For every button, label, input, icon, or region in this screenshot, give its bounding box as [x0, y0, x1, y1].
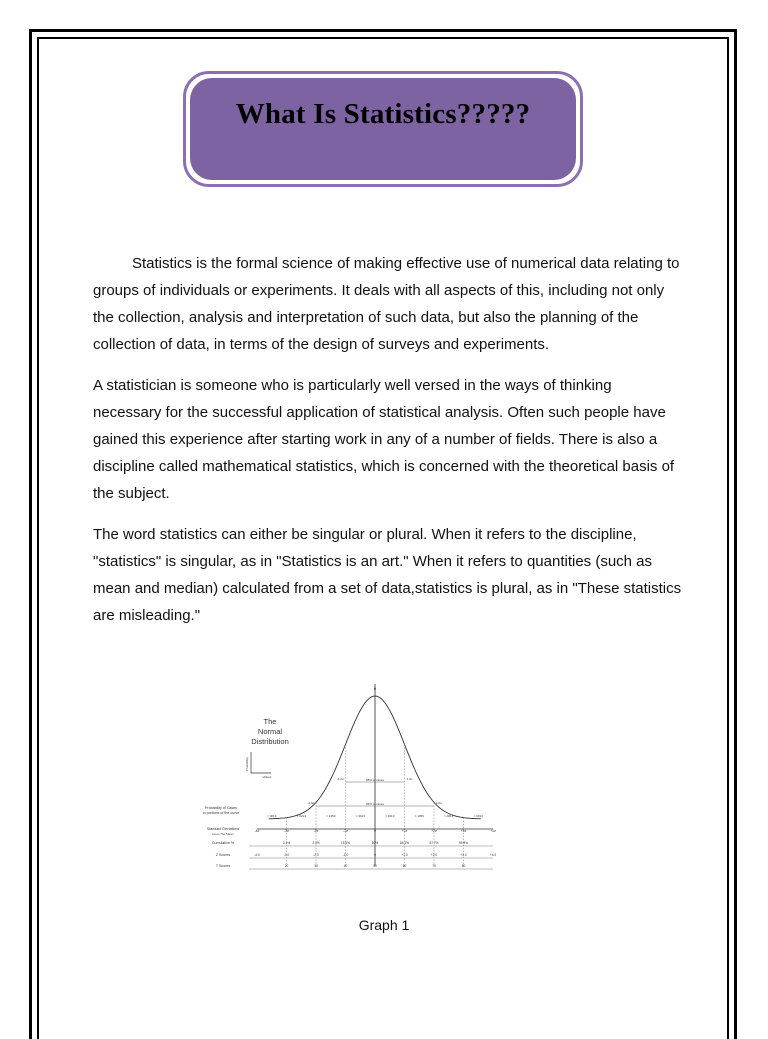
- portion-label: =.3413: [385, 814, 395, 818]
- band-tick-label: -1.0σ: [336, 777, 345, 781]
- portion-label: <.0013: [267, 814, 277, 818]
- portion-label: =.0214: [296, 814, 306, 818]
- z-score-label: -2.0: [313, 853, 319, 857]
- sd-tick-label: 0: [374, 829, 376, 833]
- cumulative-label: 99.9%: [458, 841, 469, 845]
- sd-tick-label: +3σ: [460, 829, 467, 833]
- z-score-label: 0: [374, 853, 376, 857]
- sd-tick-label: -2σ: [313, 829, 319, 833]
- band-tick-label: 2.0σ: [435, 801, 443, 805]
- sd-tick-label: -3σ: [284, 829, 289, 833]
- t-score-label: 40: [343, 864, 348, 868]
- z-score-label: -1.0: [342, 853, 349, 857]
- title-banner: [183, 71, 583, 187]
- figure-title-line: Distribution: [251, 737, 289, 746]
- portion-label: =.1359: [414, 814, 424, 818]
- sd-tick-label: -4σ: [254, 829, 260, 833]
- portion-label: =.1359: [326, 814, 336, 818]
- title-banner-fill: [190, 78, 576, 180]
- paragraph-3: The word statistics can either be singular or plural. When it refers to the discipline, "statistics" is singular, as in "Statistics is an art." When it refers to quantities (such as mean and median) calculated from a set of data,statistics is plural, as in "These statistics are misleading.": [93, 526, 682, 624]
- band-95-label: 95% of cases: [365, 802, 385, 806]
- band-tick-label: 1.0σ: [406, 777, 413, 781]
- z-score-label: +4.0: [489, 853, 497, 857]
- inset-ylabel: Probability: [245, 756, 249, 772]
- body-text: [93, 250, 683, 643]
- sd-tick-label: -1σ: [343, 829, 348, 833]
- portion-label: =.0214: [444, 814, 454, 818]
- sd-tick-label: +4σ: [490, 829, 496, 833]
- t-score-label: 60: [402, 864, 407, 868]
- cumulative-label: 2.3%: [312, 841, 320, 845]
- row-label-sd: From The Mean: [212, 832, 234, 836]
- t-score-label: 70: [432, 864, 436, 868]
- row-label-prob: in portions of the curve: [202, 811, 240, 815]
- z-score-label: -3.0: [283, 853, 290, 857]
- cumulative-label: 50%: [371, 841, 379, 845]
- z-score-label: -4.0: [254, 853, 260, 857]
- t-score-label: 80: [461, 864, 466, 868]
- band-tick-label: -2.0σ: [307, 801, 315, 805]
- t-score-label: 30: [314, 864, 318, 868]
- figure-caption: [0, 917, 768, 933]
- portion-label: =.3413: [355, 814, 365, 818]
- figure-title-line: The: [263, 717, 277, 726]
- z-score-label: +2.0: [430, 853, 438, 857]
- z-score-label: +3.0: [460, 853, 467, 857]
- paragraph-2: A statistician is someone who is particularly well versed in the ways of thinking necessary for the successful application of statistical analysis. Often such people have gained this experience after starting work in any of a number of fields. There is also a discipline called mathematical statistics, which is concerned with the theoretical basis of the subject.: [93, 377, 675, 502]
- row-label-cumulative: Cumulative %: [211, 841, 235, 845]
- inset-xlabel: Values: [262, 775, 272, 779]
- cumulative-label: 0.1%: [282, 841, 291, 845]
- t-score-label: 20: [284, 864, 289, 868]
- portion-label: <.0013: [473, 814, 483, 818]
- caption-text: Graph 1: [358, 917, 410, 933]
- normal-distribution-figure: [193, 680, 503, 870]
- sd-tick-label: +1σ: [401, 829, 408, 833]
- row-label-prob: Probability of Cases: [205, 806, 237, 810]
- inset-axes: [251, 752, 271, 773]
- t-score-label: 50: [373, 864, 377, 868]
- band-68-label: 68% of cases: [365, 778, 385, 782]
- z-score-label: +1.0: [401, 853, 408, 857]
- figure-title-line: Normal: [257, 727, 283, 736]
- cumulative-label: 15.9%: [340, 841, 351, 845]
- sd-tick-label: +2σ: [431, 829, 437, 833]
- mean-axis-mark: 0: [373, 686, 377, 691]
- paragraph-1: Statistics is the formal science of making effective use of numerical data relating to groups of individuals or experiments. It deals with all aspects of this, including not only the collection, analysis and interpretation of such data, but also the planning of the collection of data, in terms of the design of surveys and experiments.: [93, 255, 680, 353]
- row-label-sd: Standard Deviations: [206, 827, 240, 831]
- row-label-t: T Scores: [215, 864, 231, 868]
- page-title: What Is Statistics?????: [235, 98, 531, 130]
- row-label-z: Z Scores: [215, 853, 231, 857]
- cumulative-label: 97.7%: [429, 841, 439, 845]
- cumulative-label: 84.1%: [399, 841, 410, 845]
